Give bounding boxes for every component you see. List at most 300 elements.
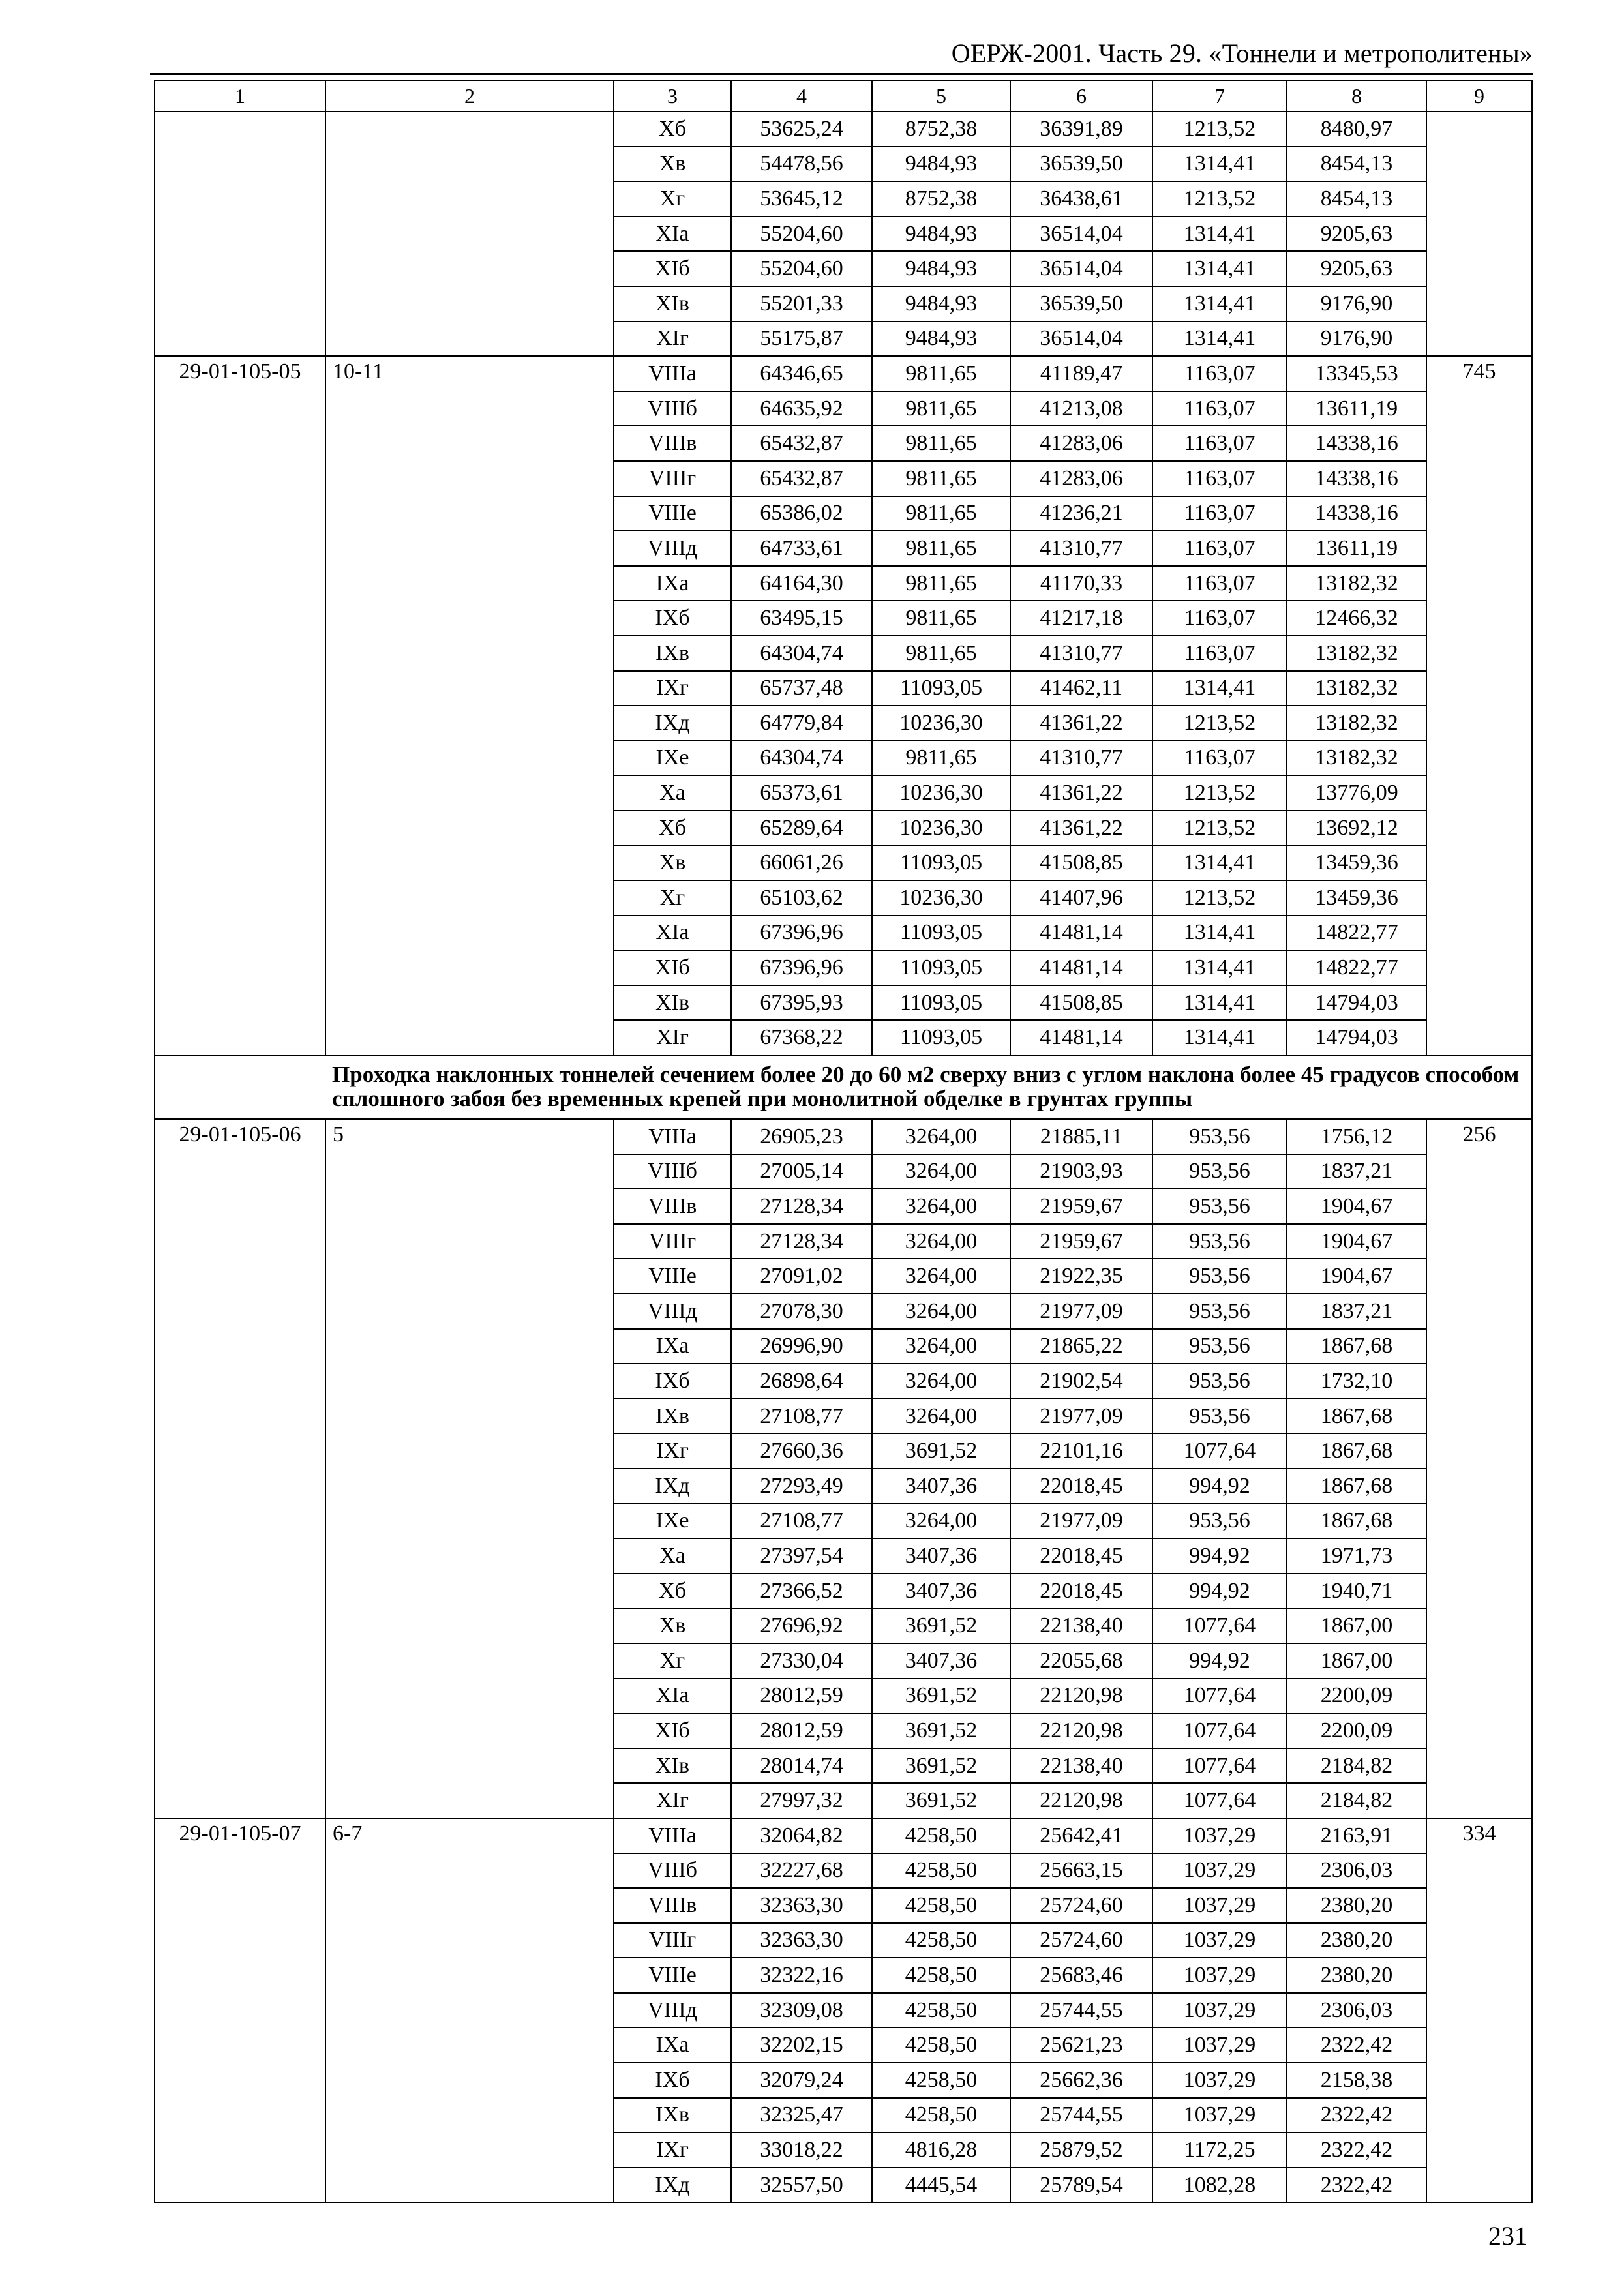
- machine-cost-cell: 22138,40: [1010, 1748, 1152, 1784]
- machine-cost-cell: 25744,55: [1010, 2098, 1152, 2133]
- total-cost-cell: 55201,33: [731, 286, 872, 322]
- soil-group-cell: XIб: [614, 251, 731, 286]
- soil-group-cell: Xв: [614, 1608, 731, 1643]
- machinist-wages-cell: 953,56: [1152, 1504, 1287, 1539]
- header-rule: [150, 73, 1533, 75]
- machine-cost-cell: 36539,50: [1010, 286, 1152, 322]
- wages-cell: 9811,65: [872, 391, 1010, 426]
- machine-cost-cell: 41407,96: [1010, 880, 1152, 916]
- machine-cost-cell: 25662,36: [1010, 2063, 1152, 2098]
- machinist-wages-cell: 1037,29: [1152, 2063, 1287, 2098]
- soil-group-cell: XIг: [614, 1020, 731, 1055]
- soil-group-cell: VIIIв: [614, 1189, 731, 1224]
- machinist-wages-cell: 953,56: [1152, 1189, 1287, 1224]
- wages-cell: 9484,93: [872, 147, 1010, 182]
- machinist-wages-cell: 1037,29: [1152, 1853, 1287, 1889]
- materials-cost-cell: 2184,82: [1287, 1783, 1426, 1818]
- machinist-wages-cell: 1314,41: [1152, 322, 1287, 357]
- total-cost-cell: 32325,47: [731, 2098, 872, 2133]
- wages-cell: 11093,05: [872, 1020, 1010, 1055]
- materials-cost-cell: 13182,32: [1287, 671, 1426, 706]
- total-cost-cell: 27366,52: [731, 1574, 872, 1609]
- materials-cost-cell: 13182,32: [1287, 741, 1426, 776]
- wages-cell: 3407,36: [872, 1574, 1010, 1609]
- total-cost-cell: 67395,93: [731, 985, 872, 1021]
- table-row: [155, 1818, 1532, 1853]
- total-cost-cell: 27397,54: [731, 1538, 872, 1574]
- machine-cost-cell: 41310,77: [1010, 636, 1152, 671]
- soil-group-cell: IXа: [614, 1329, 731, 1364]
- soil-group-cell: XIг: [614, 322, 731, 357]
- total-cost-cell: 32227,68: [731, 1853, 872, 1889]
- machine-cost-cell: 25642,41: [1010, 1818, 1152, 1853]
- table-row: [155, 112, 1532, 147]
- machine-cost-cell: 41310,77: [1010, 531, 1152, 566]
- wages-cell: 9811,65: [872, 531, 1010, 566]
- wages-cell: 10236,30: [872, 775, 1010, 811]
- total-cost-cell: 27997,32: [731, 1783, 872, 1818]
- soil-group-cell: VIIIг: [614, 461, 731, 496]
- wages-cell: 4258,50: [872, 1888, 1010, 1923]
- machinist-wages-cell: 1213,52: [1152, 811, 1287, 846]
- machinist-wages-cell: 1077,64: [1152, 1433, 1287, 1469]
- machinist-wages-cell: 953,56: [1152, 1399, 1287, 1434]
- materials-cost-cell: 9176,90: [1287, 286, 1426, 322]
- machinist-wages-cell: 1077,64: [1152, 1713, 1287, 1748]
- machine-cost-cell: 41361,22: [1010, 706, 1152, 741]
- machine-cost-cell: 22101,16: [1010, 1433, 1152, 1469]
- total-cost-cell: 33018,22: [731, 2132, 872, 2168]
- soil-group-cell: XIв: [614, 985, 731, 1021]
- wages-cell: 9484,93: [872, 251, 1010, 286]
- machine-cost-cell: 21902,54: [1010, 1364, 1152, 1399]
- soil-group-cell: IXг: [614, 671, 731, 706]
- total-cost-cell: 27091,02: [731, 1259, 872, 1294]
- machine-cost-cell: 21922,35: [1010, 1259, 1152, 1294]
- materials-cost-cell: 13182,32: [1287, 706, 1426, 741]
- wages-cell: 11093,05: [872, 845, 1010, 880]
- materials-cost-cell: 14822,77: [1287, 916, 1426, 951]
- materials-cost-cell: 2163,91: [1287, 1818, 1426, 1853]
- soil-group-cell: XIв: [614, 286, 731, 322]
- column-number: 2: [325, 80, 614, 112]
- total-cost-cell: 64635,92: [731, 391, 872, 426]
- machine-cost-cell: 36514,04: [1010, 251, 1152, 286]
- wages-cell: 11093,05: [872, 916, 1010, 951]
- column-number: 9: [1426, 80, 1532, 112]
- soil-group-cell: IXд: [614, 1469, 731, 1504]
- machinist-wages-cell: 1077,64: [1152, 1608, 1287, 1643]
- machine-cost-cell: 41170,33: [1010, 566, 1152, 601]
- materials-cost-cell: 1837,21: [1287, 1294, 1426, 1329]
- wages-cell: 3264,00: [872, 1329, 1010, 1364]
- labor-cell: 334: [1426, 1818, 1532, 2203]
- page-number: 231: [1488, 2221, 1527, 2251]
- total-cost-cell: 32064,82: [731, 1818, 872, 1853]
- machine-cost-cell: 41217,18: [1010, 601, 1152, 636]
- wages-cell: 4816,28: [872, 2132, 1010, 2168]
- wages-cell: 4258,50: [872, 2063, 1010, 2098]
- soil-group-cell: VIIIд: [614, 1993, 731, 2028]
- machine-cost-cell: 41361,22: [1010, 811, 1152, 846]
- materials-cost-cell: 2322,42: [1287, 2132, 1426, 2168]
- total-cost-cell: 27696,92: [731, 1608, 872, 1643]
- machinist-wages-cell: 1172,25: [1152, 2132, 1287, 2168]
- machinist-wages-cell: 1082,28: [1152, 2168, 1287, 2203]
- wages-cell: 3264,00: [872, 1399, 1010, 1434]
- table-row: [155, 356, 1532, 391]
- wages-cell: 9811,65: [872, 566, 1010, 601]
- machine-cost-cell: 25744,55: [1010, 1993, 1152, 2028]
- column-number: 3: [614, 80, 731, 112]
- wages-cell: 11093,05: [872, 985, 1010, 1021]
- materials-cost-cell: 2306,03: [1287, 1853, 1426, 1889]
- soil-group-cell: Xг: [614, 181, 731, 217]
- page-header-title: ОЕРЖ-2001. Часть 29. «Тоннели и метрополитены»: [951, 38, 1533, 68]
- materials-cost-cell: 2380,20: [1287, 1923, 1426, 1958]
- column-number: 8: [1287, 80, 1426, 112]
- machinist-wages-cell: 1314,41: [1152, 1020, 1287, 1055]
- soil-group-cell: Xв: [614, 147, 731, 182]
- materials-cost-cell: 2158,38: [1287, 2063, 1426, 2098]
- soil-group-cell: IXб: [614, 601, 731, 636]
- soil-group-cell: IXв: [614, 1399, 731, 1434]
- machinist-wages-cell: 953,56: [1152, 1294, 1287, 1329]
- total-cost-cell: 27005,14: [731, 1154, 872, 1189]
- total-cost-cell: 53625,24: [731, 112, 872, 147]
- wages-cell: 3264,00: [872, 1504, 1010, 1539]
- wages-cell: 3691,52: [872, 1713, 1010, 1748]
- machine-cost-cell: 25683,46: [1010, 1958, 1152, 1993]
- total-cost-cell: 27330,04: [731, 1643, 872, 1679]
- materials-cost-cell: 13459,36: [1287, 845, 1426, 880]
- machine-cost-cell: 21959,67: [1010, 1224, 1152, 1259]
- wages-cell: 8752,38: [872, 112, 1010, 147]
- rate-code-cell: 29-01-105-06: [155, 1119, 325, 1818]
- machine-cost-cell: 21865,22: [1010, 1329, 1152, 1364]
- soil-group-cell: XIа: [614, 916, 731, 951]
- machinist-wages-cell: 994,92: [1152, 1643, 1287, 1679]
- machine-cost-cell: 41508,85: [1010, 845, 1152, 880]
- wages-cell: 3691,52: [872, 1608, 1010, 1643]
- soil-group-cell: IXа: [614, 566, 731, 601]
- wages-cell: 3691,52: [872, 1679, 1010, 1714]
- materials-cost-cell: 14822,77: [1287, 950, 1426, 985]
- machinist-wages-cell: 1037,29: [1152, 1958, 1287, 1993]
- wages-cell: 10236,30: [872, 706, 1010, 741]
- machine-cost-cell: 41213,08: [1010, 391, 1152, 426]
- machinist-wages-cell: 953,56: [1152, 1364, 1287, 1399]
- total-cost-cell: 32322,16: [731, 1958, 872, 1993]
- machinist-wages-cell: 1163,07: [1152, 741, 1287, 776]
- materials-cost-cell: 1904,67: [1287, 1259, 1426, 1294]
- soil-group-cell: VIIIа: [614, 1818, 731, 1853]
- section-heading-row: [155, 1055, 1532, 1119]
- materials-cost-cell: 9205,63: [1287, 217, 1426, 252]
- column-number: 5: [872, 80, 1010, 112]
- machinist-wages-cell: 1163,07: [1152, 356, 1287, 391]
- total-cost-cell: 53645,12: [731, 181, 872, 217]
- machinist-wages-cell: 994,92: [1152, 1469, 1287, 1504]
- soil-group-cell: VIIIа: [614, 1119, 731, 1154]
- soil-group-cell: VIIIе: [614, 1259, 731, 1294]
- total-cost-cell: 63495,15: [731, 601, 872, 636]
- soil-group-cell: Xг: [614, 880, 731, 916]
- wages-cell: 3691,52: [872, 1748, 1010, 1784]
- column-number: 1: [155, 80, 325, 112]
- machine-cost-cell: 41189,47: [1010, 356, 1152, 391]
- materials-cost-cell: 13182,32: [1287, 566, 1426, 601]
- materials-cost-cell: 8480,97: [1287, 112, 1426, 147]
- materials-cost-cell: 9205,63: [1287, 251, 1426, 286]
- wages-cell: 4258,50: [872, 1853, 1010, 1889]
- materials-cost-cell: 12466,32: [1287, 601, 1426, 636]
- machinist-wages-cell: 1037,29: [1152, 1993, 1287, 2028]
- soil-group-cell: VIIIе: [614, 496, 731, 531]
- machinist-wages-cell: 1314,41: [1152, 147, 1287, 182]
- soil-group-cell: VIIIд: [614, 1294, 731, 1329]
- machine-cost-cell: 21959,67: [1010, 1189, 1152, 1224]
- materials-cost-cell: 13692,12: [1287, 811, 1426, 846]
- total-cost-cell: 65432,87: [731, 426, 872, 461]
- column-number-row: [155, 80, 1532, 112]
- materials-cost-cell: 1867,00: [1287, 1643, 1426, 1679]
- total-cost-cell: 64304,74: [731, 636, 872, 671]
- machinist-wages-cell: 1314,41: [1152, 916, 1287, 951]
- machinist-wages-cell: 1213,52: [1152, 181, 1287, 217]
- total-cost-cell: 27660,36: [731, 1433, 872, 1469]
- materials-cost-cell: 13611,19: [1287, 391, 1426, 426]
- materials-cost-cell: 2306,03: [1287, 1993, 1426, 2028]
- machine-cost-cell: 41310,77: [1010, 741, 1152, 776]
- total-cost-cell: 66061,26: [731, 845, 872, 880]
- materials-cost-cell: 14794,03: [1287, 985, 1426, 1021]
- soil-group-cell: Xг: [614, 1643, 731, 1679]
- total-cost-cell: 28012,59: [731, 1679, 872, 1714]
- machine-cost-cell: 22120,98: [1010, 1783, 1152, 1818]
- soil-group-cell: VIIIб: [614, 1853, 731, 1889]
- materials-cost-cell: 1732,10: [1287, 1364, 1426, 1399]
- soil-group-cell: IXг: [614, 1433, 731, 1469]
- soil-group-cell: IXв: [614, 636, 731, 671]
- wages-cell: 3691,52: [872, 1783, 1010, 1818]
- wages-cell: 3264,00: [872, 1224, 1010, 1259]
- materials-cost-cell: 1904,67: [1287, 1189, 1426, 1224]
- machinist-wages-cell: 953,56: [1152, 1119, 1287, 1154]
- materials-cost-cell: 2184,82: [1287, 1748, 1426, 1784]
- machine-cost-cell: 41283,06: [1010, 426, 1152, 461]
- soil-group-cell: IXб: [614, 1364, 731, 1399]
- wages-cell: 9811,65: [872, 461, 1010, 496]
- machinist-wages-cell: 1163,07: [1152, 601, 1287, 636]
- machinist-wages-cell: 1163,07: [1152, 566, 1287, 601]
- total-cost-cell: 26898,64: [731, 1364, 872, 1399]
- machinist-wages-cell: 1077,64: [1152, 1748, 1287, 1784]
- machine-cost-cell: 41361,22: [1010, 775, 1152, 811]
- table-row: [155, 1119, 1532, 1154]
- wages-cell: 9484,93: [872, 217, 1010, 252]
- machinist-wages-cell: 1314,41: [1152, 286, 1287, 322]
- machine-cost-cell: 36438,61: [1010, 181, 1152, 217]
- soil-group-cell: IXв: [614, 2098, 731, 2133]
- machine-cost-cell: 21977,09: [1010, 1294, 1152, 1329]
- machine-cost-cell: 36514,04: [1010, 322, 1152, 357]
- rate-code-cell: 29-01-105-07: [155, 1818, 325, 2203]
- machine-cost-cell: 22138,40: [1010, 1608, 1152, 1643]
- materials-cost-cell: 14338,16: [1287, 461, 1426, 496]
- soil-group-cell: XIб: [614, 1713, 731, 1748]
- section-title: Проходка наклонных тоннелей сечением более 20 до 60 м2 сверху вниз с углом наклона более 45 градусов способом сплошного забоя без временных крепей при монолитной обделке в грунтах группы: [325, 1055, 1532, 1119]
- wages-cell: 3407,36: [872, 1538, 1010, 1574]
- materials-cost-cell: 1867,68: [1287, 1469, 1426, 1504]
- total-cost-cell: 65386,02: [731, 496, 872, 531]
- total-cost-cell: 28012,59: [731, 1713, 872, 1748]
- machine-cost-cell: 25789,54: [1010, 2168, 1152, 2203]
- machine-cost-cell: 36514,04: [1010, 217, 1152, 252]
- materials-cost-cell: 2322,42: [1287, 2027, 1426, 2063]
- rate-code-cell: [155, 112, 325, 356]
- total-cost-cell: 55204,60: [731, 251, 872, 286]
- wages-cell: 9484,93: [872, 286, 1010, 322]
- machinist-wages-cell: 953,56: [1152, 1224, 1287, 1259]
- total-cost-cell: 67396,96: [731, 950, 872, 985]
- wages-cell: 3691,52: [872, 1433, 1010, 1469]
- total-cost-cell: 27128,34: [731, 1189, 872, 1224]
- total-cost-cell: 55175,87: [731, 322, 872, 357]
- machinist-wages-cell: 1314,41: [1152, 950, 1287, 985]
- soil-group-cell: VIIIд: [614, 531, 731, 566]
- rates-table-body: [155, 80, 1532, 2202]
- soil-group-cell: XIа: [614, 217, 731, 252]
- soil-group-cell: IXд: [614, 2168, 731, 2203]
- materials-cost-cell: 1867,68: [1287, 1329, 1426, 1364]
- total-cost-cell: 32363,30: [731, 1923, 872, 1958]
- wages-cell: 4258,50: [872, 2027, 1010, 2063]
- total-cost-cell: 64304,74: [731, 741, 872, 776]
- machinist-wages-cell: 1037,29: [1152, 1888, 1287, 1923]
- machine-cost-cell: 25879,52: [1010, 2132, 1152, 2168]
- materials-cost-cell: 2322,42: [1287, 2098, 1426, 2133]
- total-cost-cell: 27108,77: [731, 1399, 872, 1434]
- total-cost-cell: 27108,77: [731, 1504, 872, 1539]
- materials-cost-cell: 1904,67: [1287, 1224, 1426, 1259]
- machinist-wages-cell: 1213,52: [1152, 112, 1287, 147]
- total-cost-cell: 67368,22: [731, 1020, 872, 1055]
- category-cell: 5: [325, 1119, 614, 1818]
- wages-cell: 11093,05: [872, 671, 1010, 706]
- materials-cost-cell: 9176,90: [1287, 322, 1426, 357]
- wages-cell: 9811,65: [872, 356, 1010, 391]
- machinist-wages-cell: 1163,07: [1152, 461, 1287, 496]
- machinist-wages-cell: 1077,64: [1152, 1679, 1287, 1714]
- soil-group-cell: VIIIа: [614, 356, 731, 391]
- wages-cell: 9811,65: [872, 496, 1010, 531]
- wages-cell: 9811,65: [872, 426, 1010, 461]
- total-cost-cell: 27128,34: [731, 1224, 872, 1259]
- total-cost-cell: 27293,49: [731, 1469, 872, 1504]
- machinist-wages-cell: 1213,52: [1152, 775, 1287, 811]
- wages-cell: 10236,30: [872, 880, 1010, 916]
- category-cell: 10-11: [325, 356, 614, 1055]
- machinist-wages-cell: 1163,07: [1152, 426, 1287, 461]
- labor-cell: [1426, 112, 1532, 356]
- machine-cost-cell: 25724,60: [1010, 1888, 1152, 1923]
- total-cost-cell: 32557,50: [731, 2168, 872, 2203]
- materials-cost-cell: 2200,09: [1287, 1713, 1426, 1748]
- total-cost-cell: 27078,30: [731, 1294, 872, 1329]
- soil-group-cell: Xв: [614, 845, 731, 880]
- soil-group-cell: VIIIе: [614, 1958, 731, 1993]
- soil-group-cell: Xа: [614, 775, 731, 811]
- machine-cost-cell: 41462,11: [1010, 671, 1152, 706]
- machine-cost-cell: 22018,45: [1010, 1574, 1152, 1609]
- total-cost-cell: 65289,64: [731, 811, 872, 846]
- total-cost-cell: 26905,23: [731, 1119, 872, 1154]
- wages-cell: 3264,00: [872, 1189, 1010, 1224]
- machine-cost-cell: 25621,23: [1010, 2027, 1152, 2063]
- wages-cell: 3264,00: [872, 1259, 1010, 1294]
- soil-group-cell: Xа: [614, 1538, 731, 1574]
- wages-cell: 4258,50: [872, 1818, 1010, 1853]
- wages-cell: 10236,30: [872, 811, 1010, 846]
- materials-cost-cell: 2380,20: [1287, 1958, 1426, 1993]
- labor-cell: 256: [1426, 1119, 1532, 1818]
- machinist-wages-cell: 1314,41: [1152, 671, 1287, 706]
- machine-cost-cell: 22120,98: [1010, 1713, 1152, 1748]
- soil-group-cell: Xб: [614, 811, 731, 846]
- materials-cost-cell: 1867,68: [1287, 1504, 1426, 1539]
- materials-cost-cell: 13345,53: [1287, 356, 1426, 391]
- wages-cell: 4258,50: [872, 1958, 1010, 1993]
- rates-table: [154, 80, 1533, 2203]
- machinist-wages-cell: 994,92: [1152, 1538, 1287, 1574]
- materials-cost-cell: 8454,13: [1287, 147, 1426, 182]
- wages-cell: 9811,65: [872, 636, 1010, 671]
- total-cost-cell: 65103,62: [731, 880, 872, 916]
- total-cost-cell: 55204,60: [731, 217, 872, 252]
- machinist-wages-cell: 1213,52: [1152, 706, 1287, 741]
- total-cost-cell: 64346,65: [731, 356, 872, 391]
- soil-group-cell: VIIIб: [614, 391, 731, 426]
- soil-group-cell: Xб: [614, 112, 731, 147]
- wages-cell: 9484,93: [872, 322, 1010, 357]
- machinist-wages-cell: 994,92: [1152, 1574, 1287, 1609]
- machine-cost-cell: 21977,09: [1010, 1399, 1152, 1434]
- materials-cost-cell: 1971,73: [1287, 1538, 1426, 1574]
- total-cost-cell: 26996,90: [731, 1329, 872, 1364]
- wages-cell: 3264,00: [872, 1294, 1010, 1329]
- rate-code-cell: 29-01-105-05: [155, 356, 325, 1055]
- materials-cost-cell: 13182,32: [1287, 636, 1426, 671]
- soil-group-cell: IXа: [614, 2027, 731, 2063]
- materials-cost-cell: 1867,68: [1287, 1433, 1426, 1469]
- machine-cost-cell: 41481,14: [1010, 916, 1152, 951]
- column-number: 4: [731, 80, 872, 112]
- total-cost-cell: 64733,61: [731, 531, 872, 566]
- machine-cost-cell: 21885,11: [1010, 1119, 1152, 1154]
- materials-cost-cell: 1756,12: [1287, 1119, 1426, 1154]
- soil-group-cell: XIг: [614, 1783, 731, 1818]
- soil-group-cell: XIа: [614, 1679, 731, 1714]
- soil-group-cell: VIIIг: [614, 1923, 731, 1958]
- machine-cost-cell: 22018,45: [1010, 1538, 1152, 1574]
- total-cost-cell: 54478,56: [731, 147, 872, 182]
- materials-cost-cell: 1867,68: [1287, 1399, 1426, 1434]
- machine-cost-cell: 25663,15: [1010, 1853, 1152, 1889]
- wages-cell: 9811,65: [872, 741, 1010, 776]
- materials-cost-cell: 13459,36: [1287, 880, 1426, 916]
- wages-cell: 9811,65: [872, 601, 1010, 636]
